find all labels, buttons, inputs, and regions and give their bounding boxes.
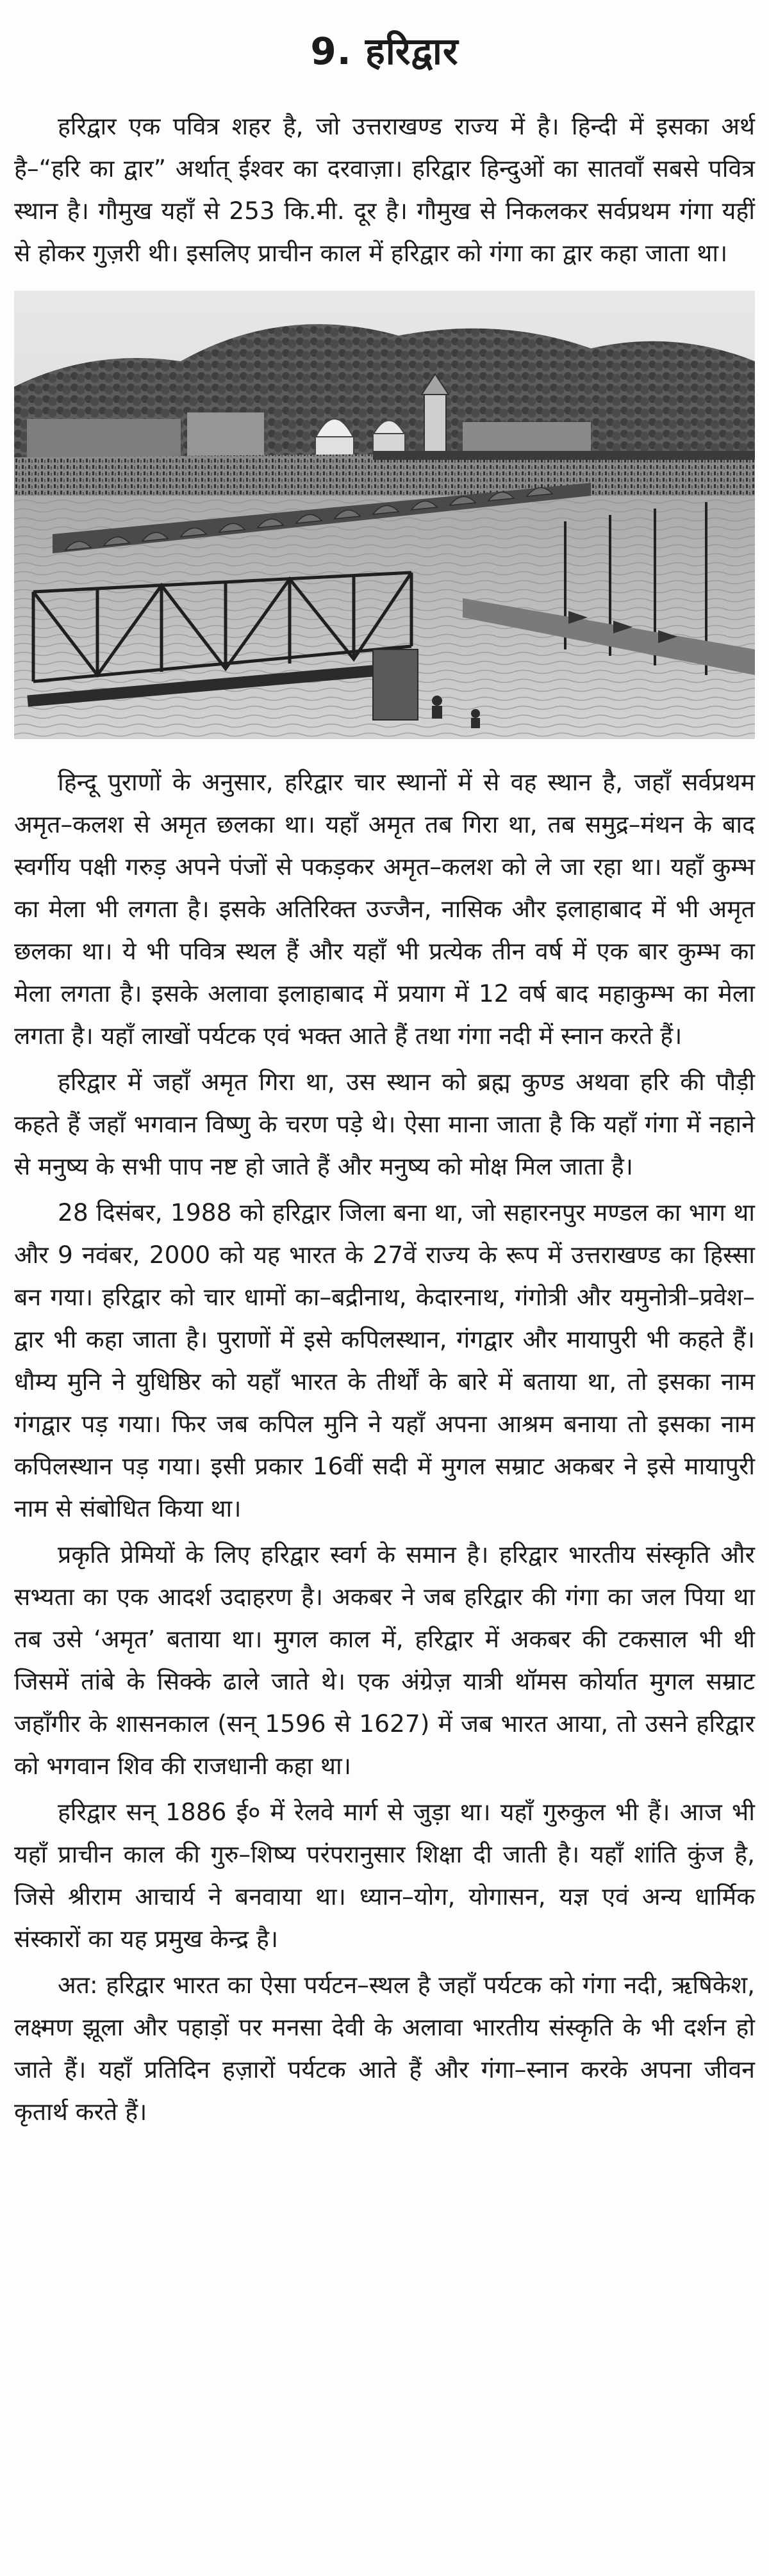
paragraph-culture: प्रकृति प्रेमियों के लिए हरिद्वार स्वर्ग के समान है। हरिद्वार भारतीय संस्कृति और सभ्यता का एक आदर्श उदाहरण है। अकबर ने जब हरिद्वार की गंगा का जल पिया था तब उसे ‘अमृत’ बताया था। मुगल काल में, हरिद्वार में अकबर की टकसाल भी थी जिसमें तांबे के सिक्के ढाले जाते थे। एक अंग्रेज़ यात्री थॉमस कोर्यात मुगल सम्राट जहाँगीर के शासनकाल (सन् 1596 से 1627) में जब भारत आया, तो उसने हरिद्वार को भगवान शिव की राजधानी कहा था। [14, 1540, 755, 1780]
haridwar-ghat-photo [14, 291, 755, 739]
paragraph-conclusion: अत: हरिद्वार भारत का ऐसा पर्यटन–स्थल है जहाँ पर्यटक को गंगा नदी, ऋषिकेश, लक्ष्मण झूला और पहाड़ों पर मनसा देवी के अलावा भारतीय संस्कृति के भी दर्शन हो जाते हैं। यहाँ प्रतिदिन हज़ारों पर्यटक आते हैं और गंगा–स्नान करके अपना जीवन कृतार्थ करते हैं। [14, 1971, 755, 2126]
paragraph-history: 28 दिसंबर, 1988 को हरिद्वार जिला बना था, जो सहारनपुर मण्डल का भाग था और 9 नवंबर, 2000 को यह भारत के 27वें राज्य के रूप में उत्तराखण्ड का हिस्सा बन गया। हरिद्वार को चार धामों का–बद्रीनाथ, केदारनाथ, गंगोत्री और यमुनोत्री–प्रवेश–द्वार भी कहा जाता है। पुराणों में इसे कपिलस्थान, गंगद्वार और मायापुरी भी कहते हैं। धौम्य मुनि ने युधिष्ठिर को यहाँ भारत के तीर्थों के बारे में बताया था, तो इसका नाम गंगद्वार पड़ गया। फिर जब कपिल मुनि ने यहाँ अपना आश्रम बनाया तो इसका नाम कपिलस्थान पड़ गया। इसी प्रकार 16वीं सदी में मुगल सम्राट अकबर ने इसे मायापुरी नाम से संबोधित किया था। [14, 1198, 755, 1522]
paragraph-purana: हिन्दू पुराणों के अनुसार, हरिद्वार चार स्थानों में से वह स्थान है, जहाँ सर्वप्रथम अमृत–कलश से अमृत छलका था। यहाँ अमृत तब गिरा था, तब समुद्र–मंथन के बाद स्वर्गीय पक्षी गरुड़ अपने पंजों से पकड़कर अमृत–कलश को ले जा रहा था। यहाँ कुम्भ का मेला भी लगता है। इसके अतिरिक्त उज्जैन, नासिक और इलाहाबाद में भी अमृत छलका था। ये भी पवित्र स्थल हैं और यहाँ भी प्रत्येक तीन वर्ष में एक बार कुम्भ का मेला लगता है। इसके अलावा इलाहाबाद में प्रयाग में 12 वर्ष बाद महाकुम्भ का मेला लगता है। यहाँ लाखों पर्यटक एवं भक्त आते हैं तथा गंगा नदी में स्नान करते हैं। [14, 768, 755, 1050]
page-title: 9. हरिद्वार [310, 29, 459, 73]
paragraph-brahmakund: हरिद्वार में जहाँ अमृत गिरा था, उस स्थान को ब्रह्म कुण्ड अथवा हरि की पौड़ी कहते हैं जहाँ भगवान विष्णु के चरण पड़े थे। ऐसा माना जाता है कि यहाँ गंगा में नहाने से मनुष्य के सभी पाप नष्ट हो जाते हैं और मनुष्य को मोक्ष मिल जाता है। [14, 1068, 755, 1180]
paragraph-intro: हरिद्वार एक पवित्र शहर है, जो उत्तराखण्ड राज्य में है। हिन्दी में इसका अर्थ है–“हरि का द्वार” अर्थात् ईश्वर का दरवाज़ा। हरिद्वार हिन्दुओं का सातवाँ सबसे पवित्र स्थान है। गौमुख यहाँ से 253 कि.मी. दूर है। गौमुख से निकलकर सर्वप्रथम गंगा यहीं से होकर गुज़री थी। इसलिए प्राचीन काल में हरिद्वार को गंगा का द्वार कहा जाता था। [14, 112, 755, 267]
paragraph-railway: हरिद्वार सन् 1886 ई० में रेलवे मार्ग से जुड़ा था। यहाँ गुरुकुल भी हैं। आज भी यहाँ प्राचीन काल की गुरु–शिष्य परंपरानुसार शिक्षा दी जाती है। यहाँ शांति कुंज है, जिसे श्रीराम आचार्य ने बनवाया था। ध्यान–योग, योगासन, यज्ञ एवं अन्य धार्मिक संस्कारों का यह प्रमुख केन्द्र है। [14, 1798, 755, 1953]
